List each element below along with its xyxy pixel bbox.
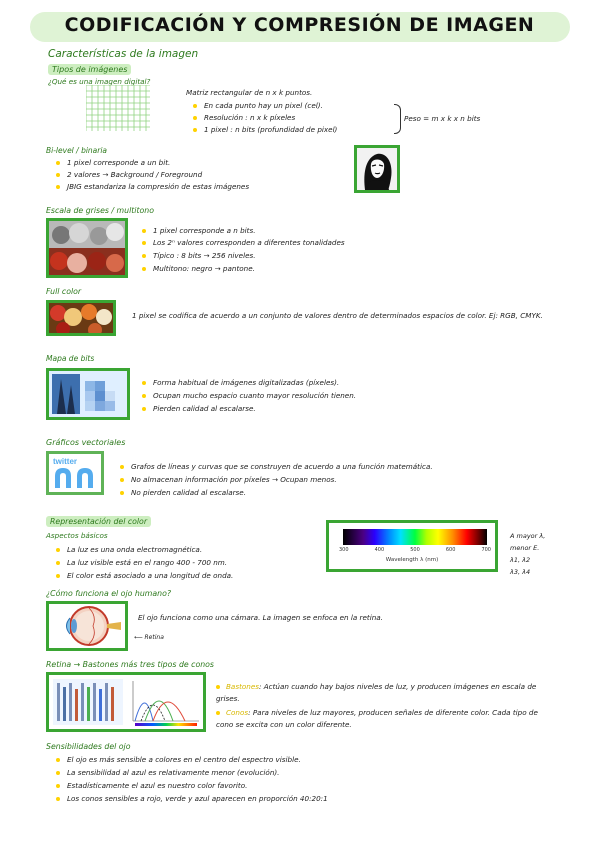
formula-brace [394,104,401,134]
twitter-logo-text: twitter [53,457,77,466]
pixel-grid-diagram [86,85,150,131]
binaria-bullet-1: 1 pixel corresponde a un bit. [56,158,170,167]
tipos-bullet-3: 1 pixel : n bits (profundidad de pixel) [193,125,337,134]
tipos-bullet-2: Resolución : n x k píxeles [193,113,295,122]
grises-heading: Escala de grises / multitono [46,206,154,215]
ojo-question: ¿Cómo funciona el ojo humano? [46,589,171,598]
binaria-bullet-3: JBIG estandariza la compresión de estas imágenes [56,182,249,191]
sensibilidad-bullet-4: Los conos sensibles a rojo, verde y azul aparecen en proporción 40:20:1 [56,794,328,803]
sensibilidad-bullet-2: La sensibilidad al azul es relativamente menor (evolución). [56,768,279,777]
side-note-line: λ1, λ2 [510,556,531,564]
retina-caption-text: Retina [144,634,164,641]
spectrum-bar [343,529,487,545]
spectrum-axis-label: Wavelength λ (nm) [385,557,439,563]
conos-paragraph [216,707,556,731]
binaria-heading: Bi-level / binaria [46,146,108,155]
spectrum-tick: 300 [339,547,349,553]
bastones-label: Bastones [226,682,260,691]
spectrum-tick: 600 [445,547,456,553]
grayscale-produce-image [46,218,128,278]
vectoriales-bullet-2: No almacenan información por píxeles → Ocupan menos. [120,475,337,484]
bastones-paragraph [216,681,556,705]
representacion-bullet-1: La luz es una onda electromagnética. [56,545,202,554]
bullet-dot [216,685,220,689]
caption-arrow-icon: ⟵ [134,634,145,641]
retina-caption [134,634,164,641]
sensibilidad-bullet-3: Estadísticamente el azul es nuestro color favorito. [56,781,247,790]
visible-spectrum-figure [326,520,498,572]
tipos-question: ¿Qué es una imagen digital? [48,77,151,86]
aspectos-subheading: Aspectos básicos [46,531,108,540]
side-note-line: menor E. [510,544,540,552]
fullcolor-text: 1 pixel se codifica de acuerdo a un conjunto de valores dentro de determinados espacios de color. Ej: RGB, CMYK. [132,311,543,320]
main-heading: Características de la imagen [48,48,199,60]
retina-heading: Retina → Bastones más tres tipos de conos [46,660,214,669]
grises-bullet-2: Los 2ⁿ valores corresponden a diferentes tonalidades [142,238,345,247]
side-note-line: A mayor λ, [510,532,546,540]
grises-bullet-1: 1 pixel corresponde a n bits. [142,226,256,235]
peso-formula: Peso = m x k x n bits [404,114,481,123]
spectrum-ticks [339,547,491,555]
spectrum-side-note [510,530,545,578]
mapabits-bullet-2: Ocupan mucho espacio cuanto mayor resolución tienen. [142,391,356,400]
sensibilidad-bullet-1: El ojo es más sensible a colores en el centro del espectro visible. [56,755,301,764]
bullet-dot [216,711,220,715]
eye-anatomy-image [46,601,128,651]
representacion-bullet-3: El color está asociado a una longitud de onda. [56,571,233,580]
mapabits-heading: Mapa de bits [46,354,95,363]
conos-text: : Para niveles de luz mayores, producen señales de diferente color. Cada tipo de cono se excita con un color diferente. [216,708,538,729]
representacion-bullet-2: La luz visible está en el rango 400 - 700 nm. [56,558,227,567]
mapabits-bullet-1: Forma habitual de imágenes digitalizadas (píxeles). [142,378,339,387]
sensibilidad-heading: Sensibilidades del ojo [46,742,131,751]
grises-bullet-4: Multitono: negro → pantone. [142,264,255,273]
fullcolor-fruit-image [46,300,116,336]
tipos-bullet-1: En cada punto hay un pixel (cel). [193,101,323,110]
representacion-heading [46,517,151,526]
vectoriales-bullet-1: Grafos de líneas y curvas que se construyen de acuerdo a una función matemática. [120,462,433,471]
tipos-heading [48,65,131,74]
tipos-intro: Matriz rectangular de n x k puntos. [186,88,313,97]
conos-label: Conos [226,708,249,717]
page-title: CODIFICACIÓN Y COMPRESIÓN DE IMAGEN [64,14,535,36]
mapabits-bullet-3: Pierden calidad al escalarse. [142,404,256,413]
spectrum-tick: 400 [374,547,385,553]
twitter-vector-logo [46,451,104,495]
fullcolor-heading: Full color [46,287,82,296]
binary-portrait-image [354,145,400,193]
representacion-heading-text: Representación del color [46,516,151,527]
ojo-text: El ojo funciona como una cámara. La imagen se enfoca en la retina. [138,613,383,622]
vectoriales-bullet-3: No pierden calidad al escalarse. [120,488,246,497]
bitmap-example-image [46,368,130,420]
spectrum-tick: 500 [410,547,420,553]
binaria-bullet-2: 2 valores → Background / Foreground [56,170,202,179]
vectoriales-heading: Gráficos vectoriales [46,438,126,447]
grises-bullet-3: Típico : 8 bits → 256 niveles. [142,251,256,260]
side-note-line: λ3, λ4 [510,568,531,576]
bastones-text: : Actúan cuando hay bajos niveles de luz, y producen imágenes en escala de grises. [216,682,537,703]
tipos-heading-text: Tipos de imágenes [48,64,131,75]
spectrum-tick: 700 [481,547,491,553]
rods-cones-figure [46,672,206,732]
